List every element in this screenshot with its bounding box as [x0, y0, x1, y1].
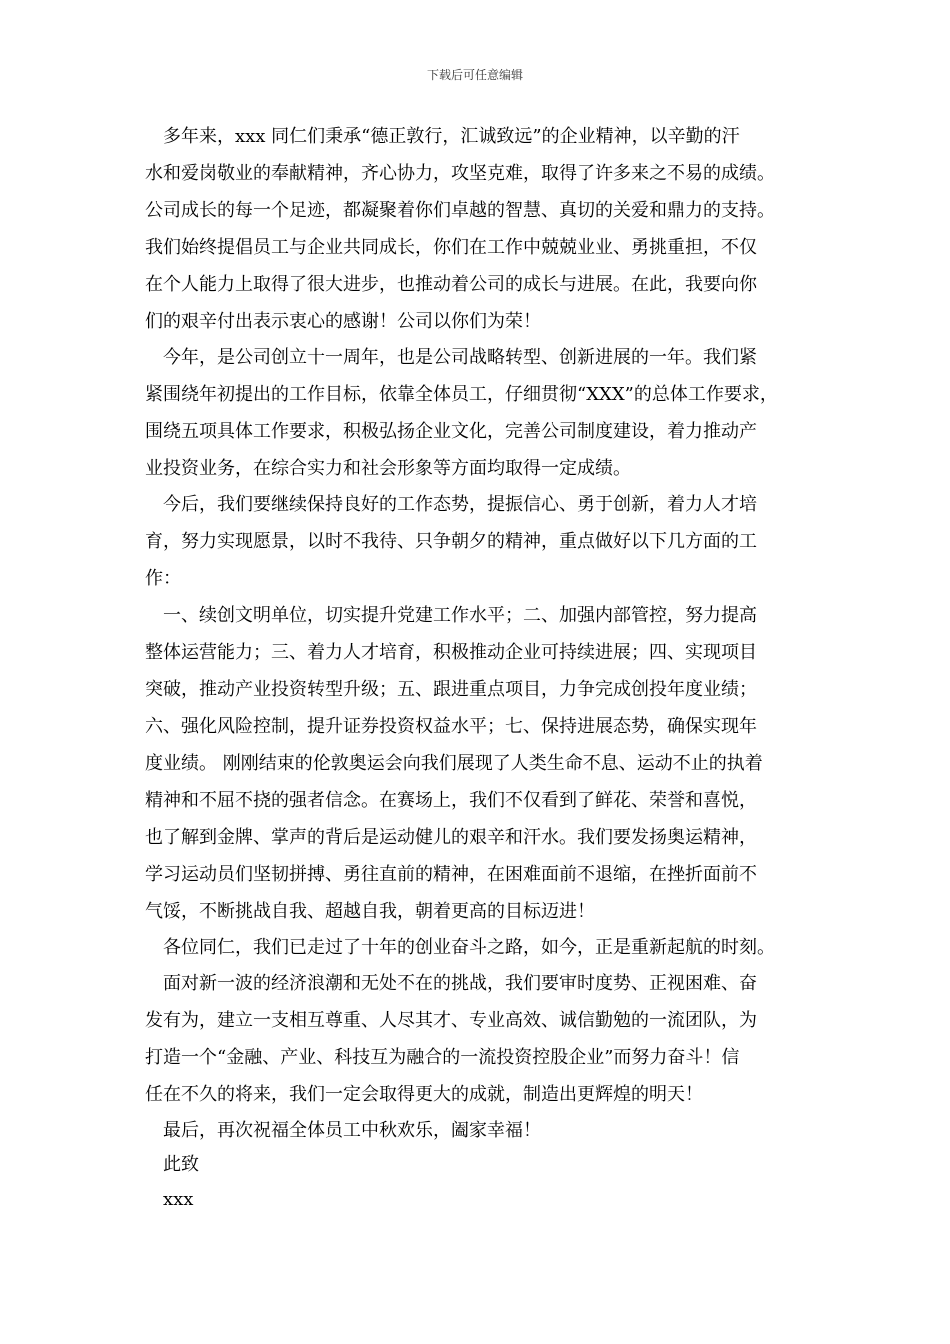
text-line: 在个人能力上取得了很大进步，也推动着公司的成长与进展。在此，我要向你 [145, 274, 757, 295]
text-line: 育，努力实现愿景，以时不我待、只争朝夕的精神，重点做好以下几方面的工 [145, 531, 757, 552]
text-line: 业投资业务，在综合实力和社会形象等方面均取得一定成绩。 [145, 458, 631, 479]
text-line: 各位同仁，我们已走过了十年的创业奋斗之路，如今，正是重新起航的时刻。 [163, 937, 775, 958]
text-line: 紧围绕年初提出的工作目标，依靠全体员工，仔细贯彻“XXX”的总体工作要求， [145, 384, 778, 405]
text-line: 气馁，不断挑战自我、超越自我，朝着更高的目标迈进！ [145, 901, 595, 922]
page-header: 下载后可任意编辑 [426, 68, 523, 82]
text-line: 水和爱岗敬业的奉献精神，齐心协力，攻坚克难，取得了许多来之不易的成绩。 [145, 163, 775, 184]
text-line: 们的艰辛付出表示衷心的感谢！公司以你们为荣！ [145, 311, 541, 332]
text-line: 多年来，xxx 同仁们秉承“德正敦行，汇诚致远”的企业精神，以辛勤的汗 [163, 126, 740, 147]
text-line: 也了解到金牌、掌声的背后是运动健儿的艰辛和汗水。我们要发扬奥运精神， [145, 827, 757, 848]
text-line: 发有为，建立一支相互尊重、人尽其才、专业高效、诚信勤勉的一流团队，为 [145, 1010, 757, 1031]
text-line: 今后，我们要继续保持良好的工作态势，提振信心、勇于创新，着力人才培 [163, 494, 757, 515]
text-line: 任在不久的将来，我们一定会取得更大的成就，制造出更辉煌的明天！ [145, 1084, 703, 1105]
text-line: 公司成长的每一个足迹，都凝聚着你们卓越的智慧、真切的关爱和鼎力的支持。 [145, 200, 775, 221]
text-line: 最后，再次祝福全体员工中秋欢乐，阖家幸福！ [163, 1120, 541, 1141]
text-line: 打造一个“金融、产业、科技互为融合的一流投资控股企业”而努力奋斗！信 [145, 1047, 740, 1068]
text-line: 面对新一波的经济浪潮和无处不在的挑战，我们要审时度势、正视困难、奋 [163, 973, 757, 994]
text-line: 今年，是公司创立十一周年，也是公司战略转型、创新进展的一年。我们紧 [163, 347, 757, 368]
text-line: 突破，推动产业投资转型升级；五、跟进重点项目，力争完成创投年度业绩； [145, 679, 757, 700]
text-line: 整体运营能力；三、着力人才培育，积极推动企业可持续进展；四、实现项目 [145, 642, 757, 663]
text-line: 作： [145, 568, 181, 589]
text-line: 我们始终提倡员工与企业共同成长，你们在工作中兢兢业业、勇挑重担，不仅 [145, 237, 757, 258]
text-line: 学习运动员们坚韧拼搏、勇往直前的精神，在困难面前不退缩，在挫折面前不 [145, 864, 757, 885]
text-line: 精神和不屈不挠的强者信念。在赛场上，我们不仅看到了鲜花、荣誉和喜悦， [145, 790, 757, 811]
text-line: 度业绩。 刚刚结束的伦敦奥运会向我们展现了人类生命不息、运动不止的执着 [145, 753, 763, 774]
text-line: 一、续创文明单位，切实提升党建工作水平；二、加强内部管控，努力提高 [163, 605, 757, 626]
text-line: 六、强化风险控制，提升证券投资权益水平；七、保持进展态势，确保实现年 [145, 716, 757, 737]
text-line: 此致 [163, 1154, 199, 1175]
text-line: 围绕五项具体工作要求，积极弘扬企业文化，完善公司制度建设，着力推动产 [145, 421, 757, 442]
signature: xxx [163, 1189, 194, 1210]
